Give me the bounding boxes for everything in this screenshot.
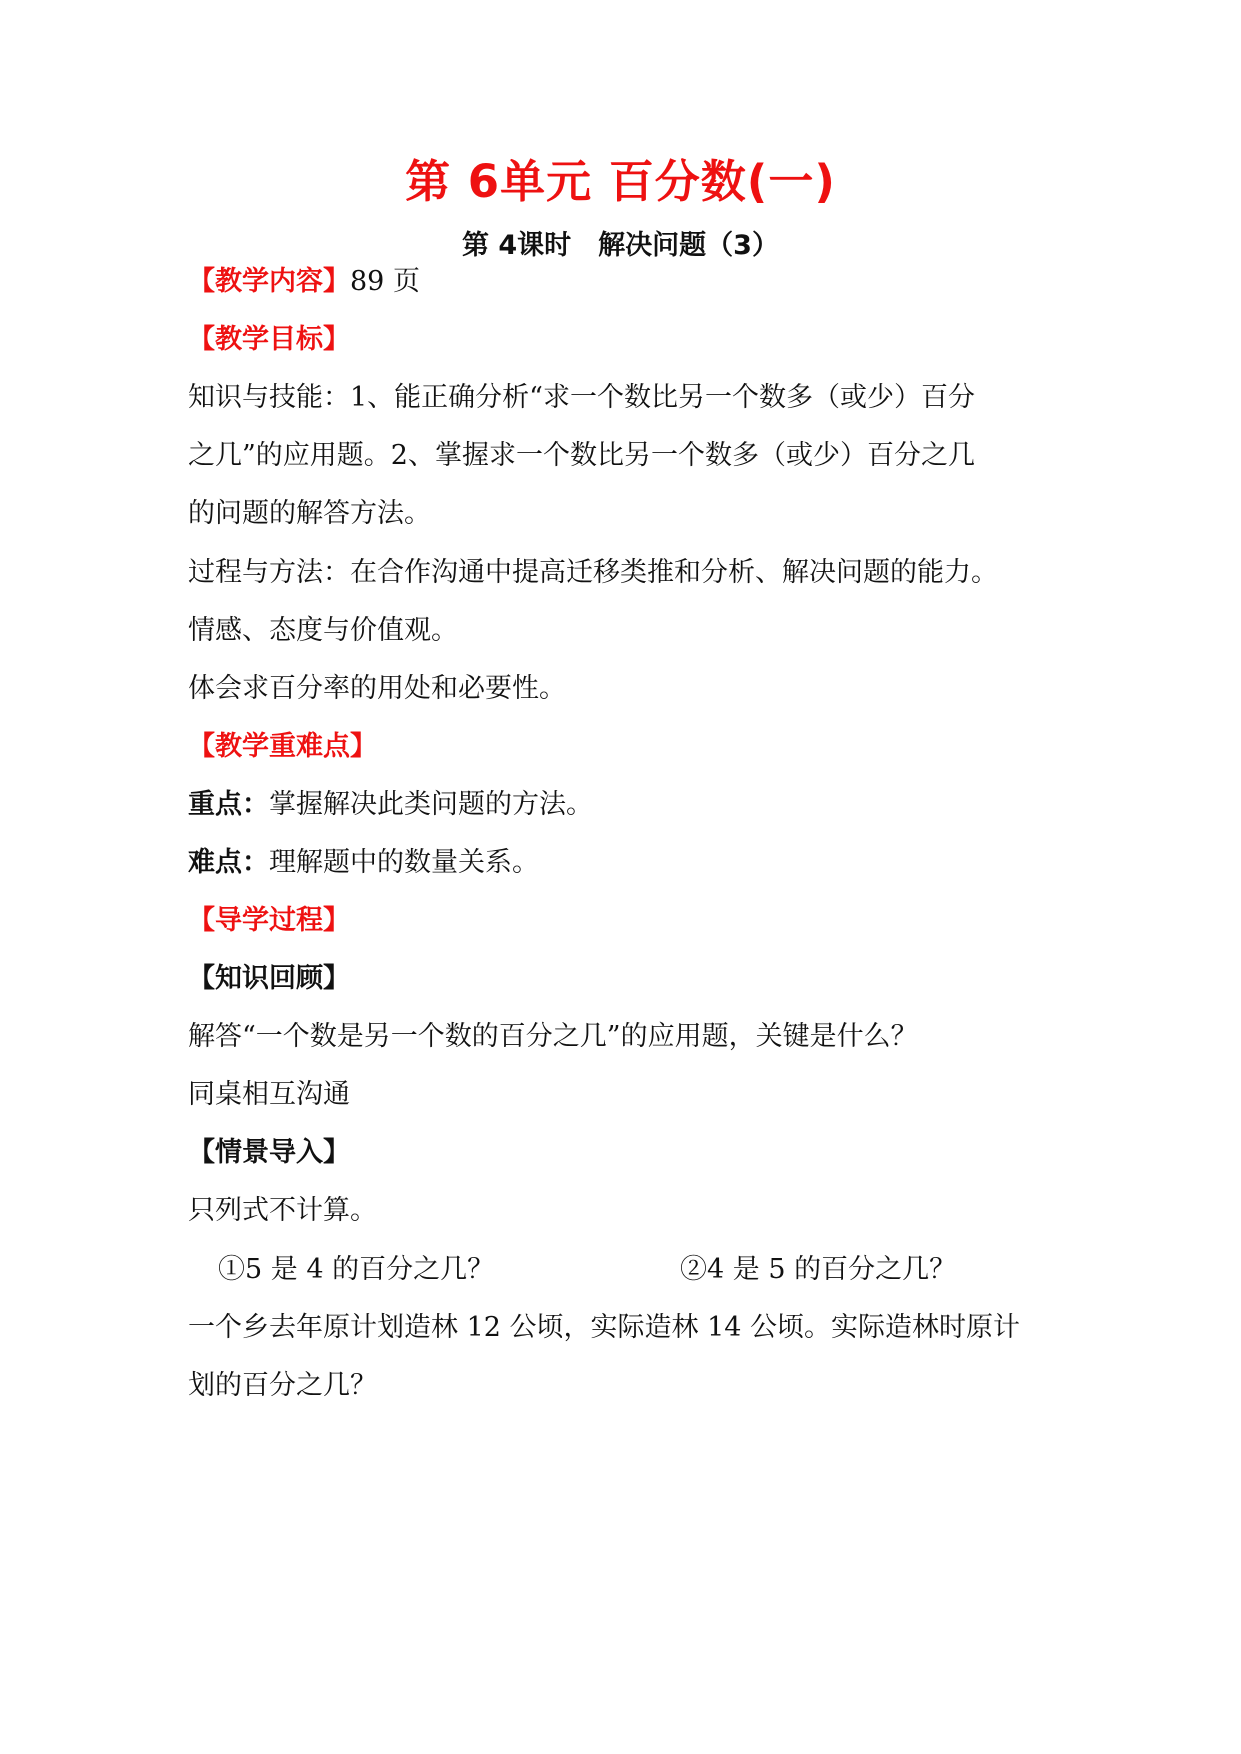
teaching-content-line bbox=[188, 262, 1068, 302]
question-1: ①5 是 4 的百分之几？ bbox=[218, 1254, 495, 1285]
intro-heading bbox=[188, 1133, 1068, 1173]
intro-instruction: 只列式不计算。 bbox=[188, 1195, 377, 1226]
objective-line-6: 体会求百分率的用处和必要性。 bbox=[188, 673, 566, 704]
question-2: ②4 是 5 的百分之几？ bbox=[680, 1254, 957, 1285]
difficulty-label: 难点： bbox=[188, 847, 269, 878]
review-heading bbox=[188, 959, 1068, 999]
objective-line-4: 过程与方法：在合作沟通中提高迁移类推和分析、解决问题的能力。 bbox=[188, 557, 998, 588]
lesson-title: 第 4课时 解决问题（3） bbox=[462, 230, 779, 261]
difficulty-text: 理解题中的数量关系。 bbox=[269, 847, 539, 878]
process-label: 【导学过程】 bbox=[188, 905, 350, 936]
objective-line-1: 知识与技能：1、能正确分析“求一个数比另一个数多（或少）百分 bbox=[188, 382, 975, 413]
difficulty-line bbox=[188, 843, 1068, 883]
objective-line-5: 情感、态度与价值观。 bbox=[188, 615, 458, 646]
problem-line-2: 划的百分之几？ bbox=[188, 1370, 377, 1401]
key-points-heading bbox=[188, 727, 1068, 767]
teaching-content-heading: 【教学内容】 bbox=[188, 266, 350, 297]
key-point-line bbox=[188, 785, 1068, 825]
objective-line-3: 的问题的解答方法。 bbox=[188, 498, 431, 529]
objectives-heading bbox=[188, 320, 1068, 360]
review-line-1: 解答“一个数是另一个数的百分之几”的应用题，关键是什么？ bbox=[188, 1021, 918, 1052]
review-line-2: 同桌相互沟通 bbox=[188, 1079, 350, 1110]
key-point-text: 掌握解决此类问题的方法。 bbox=[269, 789, 593, 820]
process-heading bbox=[188, 901, 1068, 941]
objectives-label: 【教学目标】 bbox=[188, 324, 350, 355]
objective-line-2: 之几”的应用题。2、掌握求一个数比另一个数多（或少）百分之几 bbox=[188, 440, 975, 471]
unit-title: 第 6单元 百分数(一) bbox=[405, 155, 836, 208]
problem-line-1: 一个乡去年原计划造林 12 公顷，实际造林 14 公顷。实际造林时原计 bbox=[188, 1312, 1021, 1343]
key-points-label: 【教学重难点】 bbox=[188, 731, 377, 762]
teaching-content-text: 89 页 bbox=[350, 266, 420, 297]
key-point-label: 重点： bbox=[188, 789, 269, 820]
questions-row bbox=[218, 1250, 1098, 1290]
intro-label: 【情景导入】 bbox=[188, 1137, 350, 1168]
review-label: 【知识回顾】 bbox=[188, 963, 350, 994]
